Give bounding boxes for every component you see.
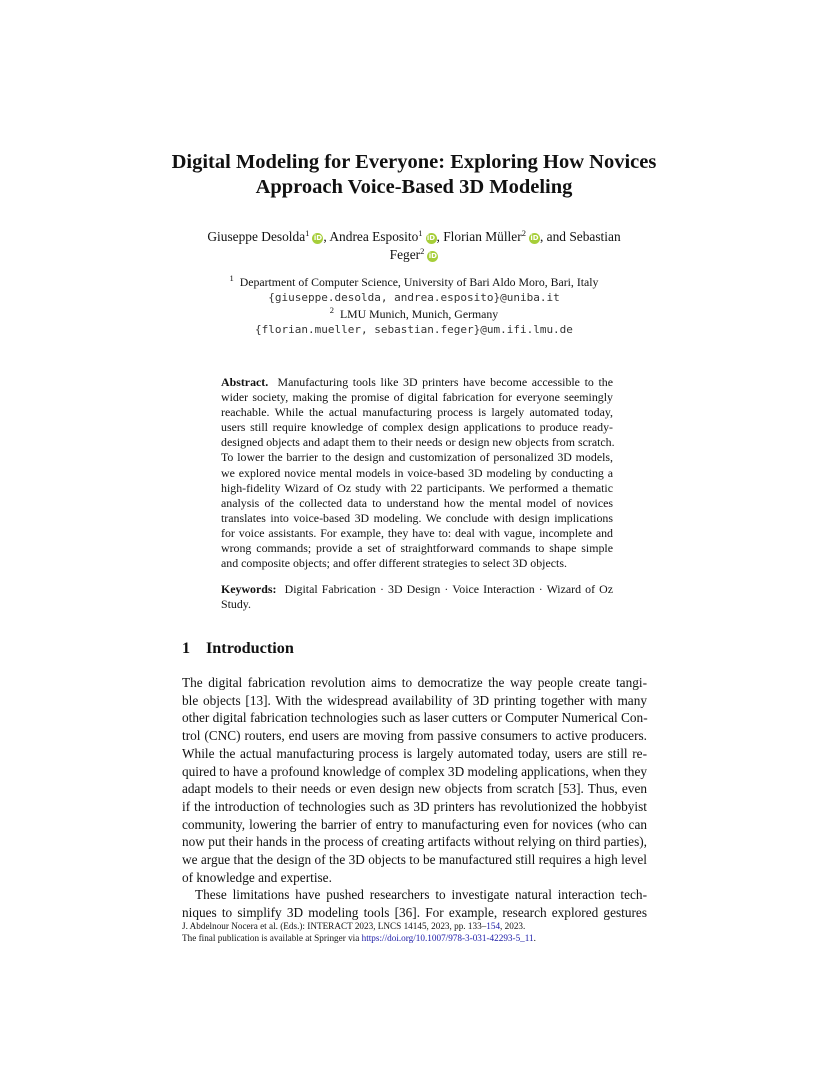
keywords	[221, 582, 613, 612]
body-line: quired to have a profound knowledge of complex 3D modeling applications, when they	[182, 763, 647, 779]
orcid-icon[interactable]: iD	[426, 234, 436, 242]
abstract	[221, 375, 613, 571]
body-line: While the actual manufacturing process is largely automated today, users are still re-	[182, 745, 647, 761]
body-line: The digital fabrication revolution aims to democratize the way people create tangi-	[182, 675, 647, 690]
abstract-line: To lower the barrier to the design and customization of personalized 3D models,	[221, 450, 613, 465]
body-line: if the introduction of technologies such as 3D printers has revolutionized the hobbyist	[182, 798, 647, 814]
author-name: Feger	[389, 247, 421, 262]
doi-link[interactable]: https://doi.org/10.1007/978-3-031-42293-5_11	[361, 933, 534, 943]
abstract-line: and composite objects; and offer different strategies to select 3D objects.	[221, 556, 567, 571]
keywords-line: Study.	[221, 597, 251, 612]
affil-number: 2	[329, 305, 335, 315]
orcid-icon[interactable]: iD	[313, 234, 323, 242]
keywords-line	[221, 582, 613, 597]
title-line-2: Approach Voice-Based 3D Modeling	[255, 176, 573, 198]
author-name: , and Sebastian	[539, 229, 621, 244]
paper-title	[150, 150, 678, 200]
body-line: community, lowering the barrier of entry to manufacturing even for novices (who can	[182, 816, 647, 832]
body-line: now put their hands in the process of creating artifacts without relying on third parties),	[182, 834, 647, 850]
abstract-line: high-fidelity Wizard of Oz study with 22 participants. We performed a thematic	[221, 480, 613, 495]
author-name: , Andrea Esposito	[323, 229, 419, 244]
affiliation-1	[150, 274, 678, 290]
body-line: ble objects [13]. With the widespread availability of 3D printing together with many	[182, 692, 647, 708]
author-affil-mark: 2	[420, 246, 425, 256]
affiliation-2-email: {florian.mueller, sebastian.feger}@um.ifi.lmu.de	[255, 323, 573, 336]
section-title: Introduction	[206, 639, 294, 657]
abstract-label: Abstract.	[221, 375, 269, 389]
title-line-1: Digital Modeling for Everyone: Exploring How Novices	[171, 151, 657, 173]
abstract-line: designed objects and adapt them to their needs or design new objects from scratch.	[221, 435, 615, 450]
abstract-line: analysis of the collected data to understand how the mental model of novices	[221, 495, 613, 510]
footer-citation	[182, 920, 652, 932]
footer-text: The final publication is available at Springer via	[182, 933, 362, 943]
affiliations	[150, 274, 678, 338]
orcid-icon[interactable]: iD	[428, 252, 437, 260]
author-name: Giuseppe Desolda	[207, 229, 306, 244]
author-name: , Florian Müller	[436, 229, 522, 244]
author-affil-mark: 1	[418, 228, 423, 238]
orcid-icon[interactable]: iD	[530, 234, 539, 242]
footer-text: , 2023.	[500, 921, 526, 931]
abstract-line: we explored novice mental models in voice-based 3D modeling by conducting a	[221, 465, 613, 480]
body-line: niques to simplify 3D modeling tools [36]. For example, research explored gestures	[182, 905, 647, 921]
abstract-line: wider society, making the promise of digital fabrication for everyone seemingly	[221, 390, 613, 405]
section-heading	[182, 639, 294, 658]
affiliation-2	[150, 306, 678, 322]
body-line: trol (CNC) routers, end users are moving from passive consumers to active producers.	[182, 728, 647, 744]
footer-page-link[interactable]: 154	[486, 921, 501, 931]
footer-availability	[182, 932, 652, 944]
abstract-line: translates into voice-based 3D modeling. We conclude with design implications	[221, 510, 613, 525]
body-line: adapt models to their needs or even design new objects from scratch [53]. Thus, even	[182, 781, 647, 797]
affil-number: 1	[229, 273, 234, 283]
abstract-text: Manufacturing tools like 3D printers have become accessible to the	[277, 375, 613, 389]
author-list	[150, 228, 678, 264]
section-number: 1	[182, 639, 191, 657]
abstract-line: wrong commands; provide a set of straightforward commands to shape simple	[221, 541, 613, 556]
body-line: of knowledge and expertise.	[182, 869, 332, 885]
author-affil-mark: 1	[305, 228, 310, 238]
affiliation-1-email: {giuseppe.desolda, andrea.esposito}@uniba.it	[268, 291, 560, 304]
abstract-line: for voice assistants. For example, they have to: deal with vague, incomplete and	[221, 525, 613, 540]
body-line: These limitations have pushed researchers to investigate natural interaction tech-	[195, 887, 647, 903]
affil-text: LMU Munich, Munich, Germany	[339, 307, 499, 321]
abstract-line: users still require knowledge of complex design applications to produce ready-	[221, 420, 613, 435]
abstract-line	[221, 375, 613, 390]
abstract-line: reachable. While the actual manufacturing process is largely automated today,	[221, 405, 613, 420]
footer-text: J. Abdelnour Nocera et al. (Eds.): INTERACT 2023, LNCS 14145, 2023, pp. 133–	[182, 921, 487, 931]
affil-text: Department of Computer Science, University of Bari Aldo Moro, Bari, Italy	[239, 275, 599, 289]
keywords-label: Keywords:	[221, 582, 277, 596]
body-line: other digital fabrication technologies such as laser cutters or Computer Numerical Con-	[182, 710, 648, 726]
body-text	[182, 674, 647, 922]
keywords-text: Digital Fabrication · 3D Design · Voice Interaction · Wizard of Oz	[284, 582, 613, 596]
author-affil-mark: 2	[521, 228, 526, 238]
body-line: we argue that the design of the 3D objects to be manufactured still requires a high level	[182, 852, 647, 868]
footer	[182, 920, 652, 944]
footer-text: .	[533, 933, 536, 943]
